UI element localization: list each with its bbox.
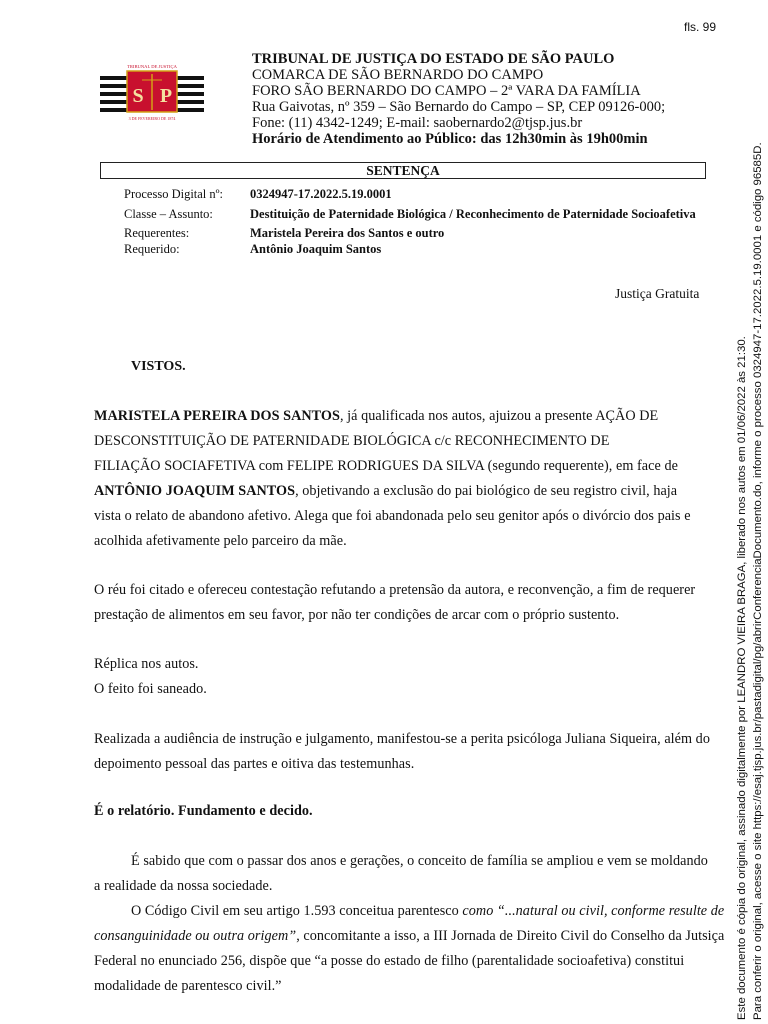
court-address: Rua Gaivotas, nº 359 – São Bernardo do Campo – SP, CEP 09126-000;	[252, 99, 666, 115]
office-hours: Horário de Atendimento ao Público: das 12h30min às 19h00min	[252, 131, 648, 147]
forum-name: FORO SÃO BERNARDO DO CAMPO – 2ª VARA DA FAMÍLIA	[252, 83, 641, 99]
verification-note: Para conferir o original, acesse o site https://esaj.tjsp.jus.br/pastadigital/pg/abrirConferenciaDocumento.do, informe o processo 0324947-17.2022.5.19.0001 e código 96585D.	[752, 142, 764, 1020]
paragraph-line: O Código Civil em seu artigo 1.593 conceitua parentesco como “...natural ou civil, conforme resulte de	[131, 903, 725, 919]
court-seal-logo	[100, 62, 204, 124]
paragraph-line: ANTÔNIO JOAQUIM SANTOS, objetivando a exclusão do pai biológico de seu registro civil, haja	[94, 483, 678, 499]
court-contact: Fone: (11) 4342-1249; E-mail: saobernardo2@tjsp.jus.br	[252, 115, 583, 131]
seal-letter-s: S	[132, 85, 144, 107]
case-number-label: Processo Digital nº:	[124, 187, 224, 201]
paragraph-line: prestação de alimentos em seu favor, por não ter condições de arcar com o próprio sustento.	[94, 607, 620, 623]
district-name: COMARCA DE SÃO BERNARDO DO CAMPO	[252, 67, 544, 83]
paragraph-line: a realidade da nossa sociedade.	[94, 878, 273, 894]
paragraph-line: acolhida afetivamente pelo parceiro da mãe.	[94, 533, 347, 549]
seal-top-text: TRIBUNAL DE JUSTIÇA	[127, 64, 177, 69]
plaintiffs-label: Requerentes:	[124, 226, 190, 240]
defendant-label: Requerido:	[124, 242, 180, 256]
report-heading: É o relatório. Fundamento e decido.	[94, 803, 313, 819]
paragraph-line: O feito foi saneado.	[94, 681, 207, 697]
paragraph-line: É sabido que com o passar dos anos e gerações, o conceito de família se ampliou e vem se moldando	[131, 853, 708, 869]
defendant-value: Antônio Joaquim Santos	[250, 242, 382, 256]
paragraph-line: MARISTELA PEREIRA DOS SANTOS, já qualificada nos autos, ajuizou a presente AÇÃO DE	[94, 408, 659, 424]
case-class-value: Destituição de Paternidade Biológica / Reconhecimento de Paternidade Socioafetiva	[250, 207, 696, 221]
paragraph-line: Federal no enunciado 256, dispõe que “a posse do estado de filho (parentalidade socioafetiva) constitui	[94, 953, 685, 969]
case-number-value: 0324947-17.2022.5.19.0001	[250, 187, 392, 201]
court-name: TRIBUNAL DE JUSTIÇA DO ESTADO DE SÃO PAULO	[252, 51, 615, 67]
paragraph-line: Realizada a audiência de instrução e julgamento, manifestou-se a perita psicóloga Juliana Siqueira, além do	[94, 731, 710, 747]
paragraph-line: DESCONSTITUIÇÃO DE PATERNIDADE BIOLÓGICA c/c RECONHECIMENTO DE	[94, 433, 610, 449]
seal-bottom-text: 3 DE FEVEREIRO DE 1874	[128, 116, 176, 121]
paragraph-line: O réu foi citado e ofereceu contestação refutando a pretensão da autora, e reconvenção, a fim de requerer	[94, 582, 696, 598]
paragraph-line: FILIAÇÃO SOCIAFETIVA com FELIPE RODRIGUES DA SILVA (segundo requerente), em face de	[94, 458, 678, 474]
paragraph-line: Réplica nos autos.	[94, 656, 199, 672]
paragraph-line: consanguinidade ou outra origem”, concomitante a isso, a III Jornada de Direito Civil do Conselho da Jutsiça	[94, 928, 725, 944]
plaintiffs-value: Maristela Pereira dos Santos e outro	[250, 226, 445, 240]
seal-letter-p: P	[159, 85, 173, 107]
paragraph-line: depoimento pessoal das partes e oitiva das testemunhas.	[94, 756, 415, 772]
paragraph-line: modalidade de parentesco civil.”	[94, 978, 282, 994]
document-title: SENTENÇA	[100, 162, 706, 179]
page-number: fls. 99	[684, 20, 717, 34]
paragraph-line: vista o relato de abandono afetivo. Alega que foi abandonada pelo seu genitor após o divórcio dos pais e	[94, 508, 691, 524]
digital-signature-note: Este documento é cópia do original, assinado digitalmente por LEANDRO VIEIRA BRAGA, liberado nos autos em 01/06/2022 às 21:30.	[736, 336, 748, 1020]
vistos-heading: VISTOS.	[131, 359, 186, 374]
case-class-label: Classe – Assunto:	[124, 207, 213, 221]
free-justice-note: Justiça Gratuita	[615, 286, 700, 301]
